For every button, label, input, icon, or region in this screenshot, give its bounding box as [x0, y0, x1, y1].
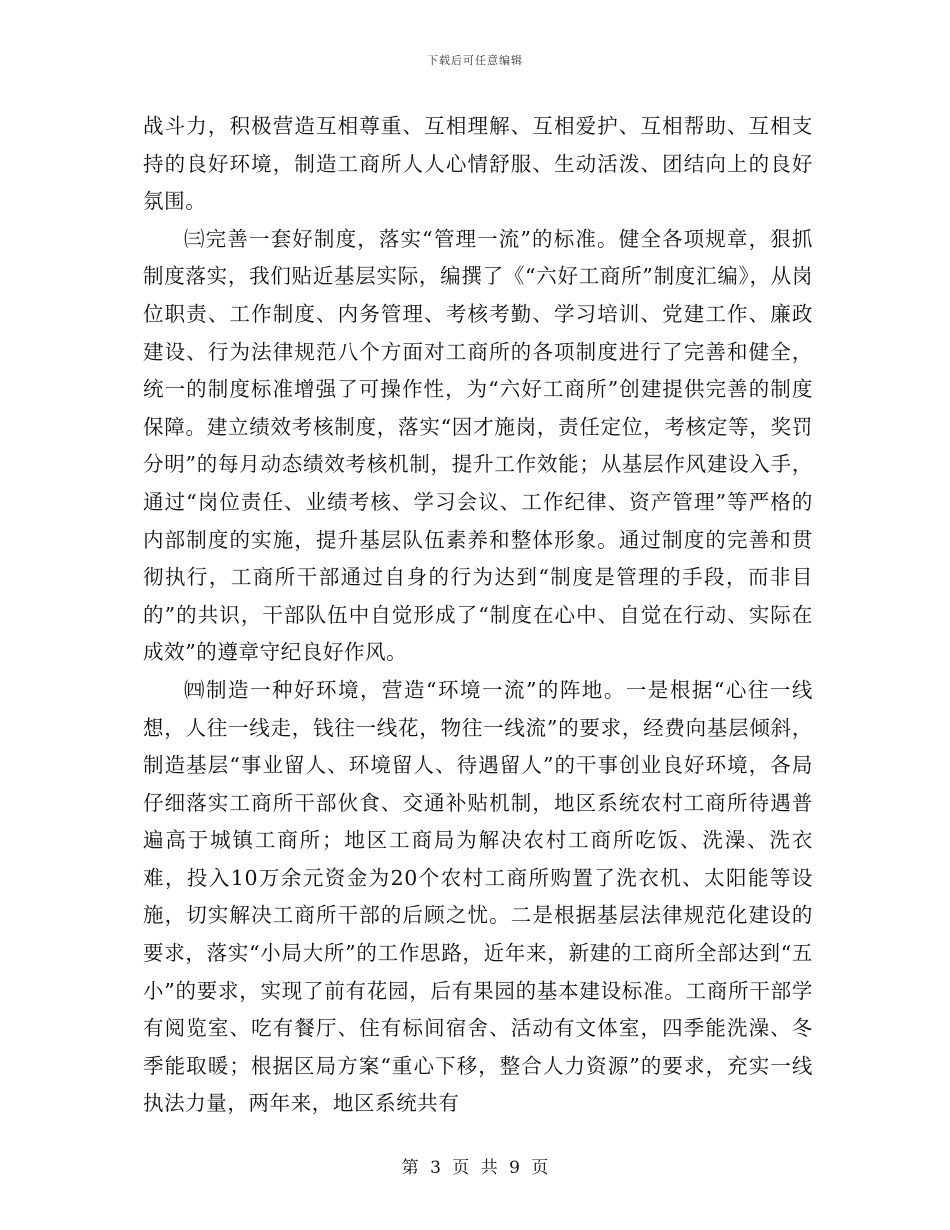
page-number-footer: 第 3 页 共 9 页: [401, 1158, 549, 1178]
paragraph-section-4: ㈣制造一种好环境，营造“环境一流”的阵地。一是根据“心往一线想，人往一线走，钱往一线花，物往一线流”的要求，经费向基层倾斜，制造基层“事业留人、环境留人、待遇留人”的干事创业良好环境，各局仔细落实工商所干部伙食、交通补贴机制，地区系统农村工商所待遇普遍高于城镇工商所；地区工商局为解决农村工商所吃饭、洗澡、洗衣难，投入10万余元资金为20个农村工商所购置了洗衣机、太阳能等设施，切实解决工商所干部的后顾之忧。二是根据基层法律规范化建设的要求，落实“小局大所”的工作思路，近年来，新建的工商所全部达到“五小”的要求，实现了前有花园，后有果园的基本建设标准。工商所干部学有阅览室、吃有餐厅、住有标间宿舍、活动有文体室，四季能洗澡、冬季能取暖；根据区局方案“重心下移，整合人力资源”的要求，充实一线执法力量，两年来，地区系统共有: [143, 677, 813, 1116]
paragraph-section-3: ㈢完善一套好制度，落实“管理一流”的标准。健全各项规章，狠抓制度落实，我们贴近基层实际，编撰了《“六好工商所”制度汇编》，从岗位职责、工作制度、内务管理、考核考勤、学习培训、党建工作、廉政建设、行为法律规范八个方面对工商所的各项制度进行了完善和健全，统一的制度标准增强了可操作性，为“六好工商所”创建提供完善的制度保障。建立绩效考核制度，落实“因才施岗，责任定位，考核定等，奖罚分明”的每月动态绩效考核机制，提升工作效能；从基层作风建设入手，通过“岗位责任、业绩考核、学习会议、工作纪律、资产管理”等严格的内部制度的实施，提升基层队伍素养和整体形象。通过制度的完善和贯彻执行，工商所干部通过自身的行为达到“制度是管理的手段，而非目的”的共识，干部队伍中自觉形成了“制度在心中、自觉在行动、实际在成效”的遵章守纪良好作风。: [143, 226, 813, 665]
paragraph-continuation: 战斗力，积极营造互相尊重、互相理解、互相爱护、互相帮助、互相支持的良好环境，制造工商所人人心情舒服、生动活泼、团结向上的良好氛围。: [143, 114, 813, 214]
page-header: 下载后可任意编辑: [427, 54, 523, 67]
document-body: [143, 108, 813, 1123]
